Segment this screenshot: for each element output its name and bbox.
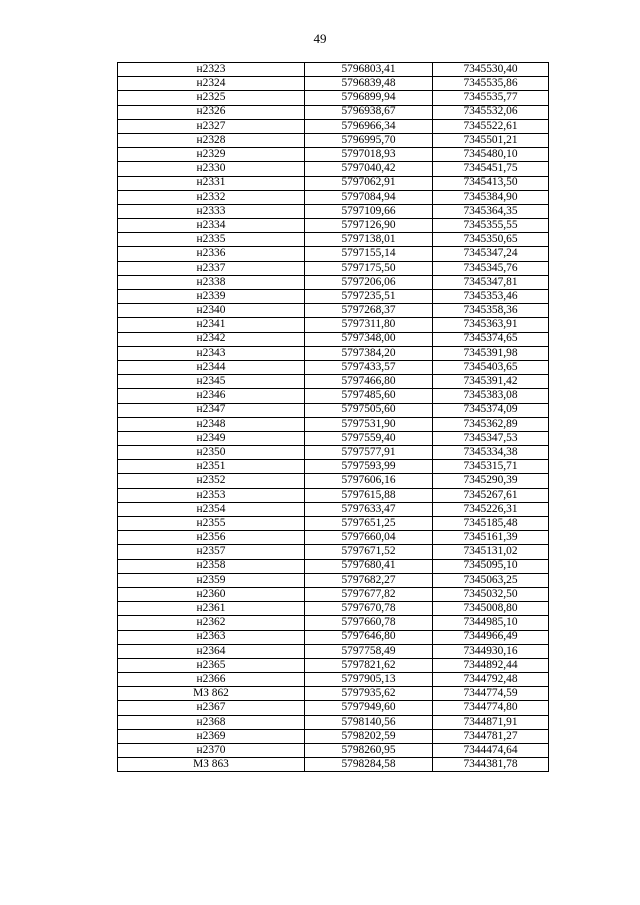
x-coordinate-cell: 5797505,60 — [305, 403, 433, 417]
x-coordinate-cell: 5797633,47 — [305, 502, 433, 516]
point-id-cell: н2327 — [118, 119, 305, 133]
table-row — [118, 687, 549, 701]
point-id-cell: н2342 — [118, 332, 305, 346]
x-coordinate-cell: 5797660,04 — [305, 531, 433, 545]
x-coordinate-cell: 5797670,78 — [305, 602, 433, 616]
x-coordinate-cell: 5798284,58 — [305, 758, 433, 772]
x-coordinate-cell: 5797155,14 — [305, 247, 433, 261]
y-coordinate-cell: 7344792,48 — [433, 673, 549, 687]
x-coordinate-cell: 5796839,48 — [305, 77, 433, 91]
x-coordinate-cell: 5797949,60 — [305, 701, 433, 715]
y-coordinate-cell: 7345226,31 — [433, 502, 549, 516]
y-coordinate-cell: 7345032,50 — [433, 587, 549, 601]
x-coordinate-cell: 5797466,80 — [305, 375, 433, 389]
table-row — [118, 105, 549, 119]
y-coordinate-cell: 7344774,80 — [433, 701, 549, 715]
point-id-cell: н2335 — [118, 233, 305, 247]
point-id-cell: н2329 — [118, 148, 305, 162]
y-coordinate-cell: 7345403,65 — [433, 360, 549, 374]
coordinates-table-body — [118, 63, 549, 772]
table-row — [118, 573, 549, 587]
y-coordinate-cell: 7345480,10 — [433, 148, 549, 162]
point-id-cell: н2347 — [118, 403, 305, 417]
x-coordinate-cell: 5797084,94 — [305, 190, 433, 204]
table-row — [118, 431, 549, 445]
point-id-cell: н2323 — [118, 63, 305, 77]
point-id-cell: н2344 — [118, 360, 305, 374]
y-coordinate-cell: 7344871,91 — [433, 715, 549, 729]
table-row — [118, 517, 549, 531]
table-row — [118, 758, 549, 772]
y-coordinate-cell: 7345008,80 — [433, 602, 549, 616]
point-id-cell: н2331 — [118, 176, 305, 190]
table-row — [118, 133, 549, 147]
y-coordinate-cell: 7345535,86 — [433, 77, 549, 91]
y-coordinate-cell: 7345363,91 — [433, 318, 549, 332]
y-coordinate-cell: 7345347,81 — [433, 275, 549, 289]
table-row — [118, 219, 549, 233]
table-row — [118, 531, 549, 545]
page-number: 49 — [313, 31, 327, 46]
point-id-cell: н2339 — [118, 290, 305, 304]
point-id-cell: н2328 — [118, 133, 305, 147]
point-id-cell: н2365 — [118, 658, 305, 672]
y-coordinate-cell: 7345355,55 — [433, 219, 549, 233]
x-coordinate-cell: 5797758,49 — [305, 644, 433, 658]
point-id-cell: н2368 — [118, 715, 305, 729]
y-coordinate-cell: 7345391,42 — [433, 375, 549, 389]
y-coordinate-cell: 7345364,35 — [433, 204, 549, 218]
table-row — [118, 332, 549, 346]
table-row — [118, 119, 549, 133]
table-row — [118, 673, 549, 687]
point-id-cell: н2353 — [118, 488, 305, 502]
x-coordinate-cell: 5796966,34 — [305, 119, 433, 133]
point-id-cell: н2349 — [118, 431, 305, 445]
y-coordinate-cell: 7344966,49 — [433, 630, 549, 644]
y-coordinate-cell: 7345095,10 — [433, 559, 549, 573]
table-row — [118, 630, 549, 644]
point-id-cell: н2366 — [118, 673, 305, 687]
y-coordinate-cell: 7345501,21 — [433, 133, 549, 147]
point-id-cell: н2340 — [118, 304, 305, 318]
x-coordinate-cell: 5796995,70 — [305, 133, 433, 147]
point-id-cell: н2345 — [118, 375, 305, 389]
y-coordinate-cell: 7345362,89 — [433, 417, 549, 431]
x-coordinate-cell: 5797935,62 — [305, 687, 433, 701]
y-coordinate-cell: 7345451,75 — [433, 162, 549, 176]
point-id-cell: н2337 — [118, 261, 305, 275]
point-id-cell: н2348 — [118, 417, 305, 431]
table-row — [118, 729, 549, 743]
x-coordinate-cell: 5796803,41 — [305, 63, 433, 77]
table-row — [118, 502, 549, 516]
table-row — [118, 460, 549, 474]
table-row — [118, 701, 549, 715]
x-coordinate-cell: 5797348,00 — [305, 332, 433, 346]
y-coordinate-cell: 7345347,53 — [433, 431, 549, 445]
x-coordinate-cell: 5797018,93 — [305, 148, 433, 162]
x-coordinate-cell: 5797671,52 — [305, 545, 433, 559]
y-coordinate-cell: 7345131,02 — [433, 545, 549, 559]
x-coordinate-cell: 5798260,95 — [305, 744, 433, 758]
point-id-cell: н2336 — [118, 247, 305, 261]
x-coordinate-cell: 5797175,50 — [305, 261, 433, 275]
y-coordinate-cell: 7344474,64 — [433, 744, 549, 758]
table-row — [118, 559, 549, 573]
point-id-cell: н2332 — [118, 190, 305, 204]
table-row — [118, 545, 549, 559]
x-coordinate-cell: 5797606,16 — [305, 474, 433, 488]
point-id-cell: н2333 — [118, 204, 305, 218]
table-row — [118, 389, 549, 403]
y-coordinate-cell: 7345374,09 — [433, 403, 549, 417]
table-row — [118, 446, 549, 460]
table-row — [118, 233, 549, 247]
x-coordinate-cell: 5796938,67 — [305, 105, 433, 119]
y-coordinate-cell: 7345315,71 — [433, 460, 549, 474]
point-id-cell: н2369 — [118, 729, 305, 743]
y-coordinate-cell: 7345358,36 — [433, 304, 549, 318]
x-coordinate-cell: 5797040,42 — [305, 162, 433, 176]
table-row — [118, 261, 549, 275]
table-row — [118, 63, 549, 77]
x-coordinate-cell: 5797384,20 — [305, 346, 433, 360]
y-coordinate-cell: 7345413,50 — [433, 176, 549, 190]
y-coordinate-cell: 7345063,25 — [433, 573, 549, 587]
point-id-cell: н2343 — [118, 346, 305, 360]
table-row — [118, 744, 549, 758]
table-row — [118, 644, 549, 658]
table-row — [118, 190, 549, 204]
x-coordinate-cell: 5797682,27 — [305, 573, 433, 587]
x-coordinate-cell: 5797311,80 — [305, 318, 433, 332]
y-coordinate-cell: 7345532,06 — [433, 105, 549, 119]
table-row — [118, 360, 549, 374]
table-row — [118, 403, 549, 417]
table-row — [118, 247, 549, 261]
x-coordinate-cell: 5797821,62 — [305, 658, 433, 672]
table-row — [118, 488, 549, 502]
y-coordinate-cell: 7344774,59 — [433, 687, 549, 701]
point-id-cell: МЗ 863 — [118, 758, 305, 772]
point-id-cell: н2351 — [118, 460, 305, 474]
table-row — [118, 474, 549, 488]
point-id-cell: н2358 — [118, 559, 305, 573]
y-coordinate-cell: 7344930,16 — [433, 644, 549, 658]
x-coordinate-cell: 5797109,66 — [305, 204, 433, 218]
point-id-cell: н2367 — [118, 701, 305, 715]
y-coordinate-cell: 7345353,46 — [433, 290, 549, 304]
table-row — [118, 587, 549, 601]
point-id-cell: н2354 — [118, 502, 305, 516]
coordinates-table — [117, 62, 549, 772]
y-coordinate-cell: 7345391,98 — [433, 346, 549, 360]
x-coordinate-cell: 5797062,91 — [305, 176, 433, 190]
table-row — [118, 162, 549, 176]
y-coordinate-cell: 7345161,39 — [433, 531, 549, 545]
x-coordinate-cell: 5797559,40 — [305, 431, 433, 445]
table-row — [118, 318, 549, 332]
point-id-cell: н2334 — [118, 219, 305, 233]
x-coordinate-cell: 5798202,59 — [305, 729, 433, 743]
point-id-cell: н2326 — [118, 105, 305, 119]
point-id-cell: н2355 — [118, 517, 305, 531]
point-id-cell: н2352 — [118, 474, 305, 488]
point-id-cell: н2356 — [118, 531, 305, 545]
point-id-cell: н2330 — [118, 162, 305, 176]
y-coordinate-cell: 7344781,27 — [433, 729, 549, 743]
x-coordinate-cell: 5797680,41 — [305, 559, 433, 573]
table-row — [118, 91, 549, 105]
x-coordinate-cell: 5797235,51 — [305, 290, 433, 304]
point-id-cell: н2338 — [118, 275, 305, 289]
y-coordinate-cell: 7345290,39 — [433, 474, 549, 488]
x-coordinate-cell: 5797593,99 — [305, 460, 433, 474]
table-row — [118, 417, 549, 431]
y-coordinate-cell: 7345334,38 — [433, 446, 549, 460]
point-id-cell: н2359 — [118, 573, 305, 587]
x-coordinate-cell: 5796899,94 — [305, 91, 433, 105]
y-coordinate-cell: 7345384,90 — [433, 190, 549, 204]
x-coordinate-cell: 5797138,01 — [305, 233, 433, 247]
x-coordinate-cell: 5797126,90 — [305, 219, 433, 233]
table-row — [118, 176, 549, 190]
x-coordinate-cell: 5797531,90 — [305, 417, 433, 431]
table-row — [118, 715, 549, 729]
y-coordinate-cell: 7344892,44 — [433, 658, 549, 672]
x-coordinate-cell: 5797268,37 — [305, 304, 433, 318]
x-coordinate-cell: 5797206,06 — [305, 275, 433, 289]
x-coordinate-cell: 5797433,57 — [305, 360, 433, 374]
x-coordinate-cell: 5797660,78 — [305, 616, 433, 630]
point-id-cell: н2346 — [118, 389, 305, 403]
y-coordinate-cell: 7345185,48 — [433, 517, 549, 531]
point-id-cell: н2363 — [118, 630, 305, 644]
y-coordinate-cell: 7345383,08 — [433, 389, 549, 403]
y-coordinate-cell: 7344381,78 — [433, 758, 549, 772]
table-row — [118, 602, 549, 616]
x-coordinate-cell: 5797615,88 — [305, 488, 433, 502]
x-coordinate-cell: 5797646,80 — [305, 630, 433, 644]
point-id-cell: н2350 — [118, 446, 305, 460]
y-coordinate-cell: 7345530,40 — [433, 63, 549, 77]
point-id-cell: МЗ 862 — [118, 687, 305, 701]
x-coordinate-cell: 5798140,56 — [305, 715, 433, 729]
table-row — [118, 290, 549, 304]
point-id-cell: н2325 — [118, 91, 305, 105]
x-coordinate-cell: 5797485,60 — [305, 389, 433, 403]
table-row — [118, 375, 549, 389]
x-coordinate-cell: 5797651,25 — [305, 517, 433, 531]
table-row — [118, 658, 549, 672]
table-row — [118, 77, 549, 91]
y-coordinate-cell: 7345350,65 — [433, 233, 549, 247]
y-coordinate-cell: 7345374,65 — [433, 332, 549, 346]
y-coordinate-cell: 7345347,24 — [433, 247, 549, 261]
point-id-cell: н2357 — [118, 545, 305, 559]
point-id-cell: н2364 — [118, 644, 305, 658]
table-row — [118, 616, 549, 630]
table-row — [118, 148, 549, 162]
point-id-cell: н2360 — [118, 587, 305, 601]
point-id-cell: н2362 — [118, 616, 305, 630]
table-row — [118, 275, 549, 289]
table-row — [118, 346, 549, 360]
table-row — [118, 304, 549, 318]
y-coordinate-cell: 7345345,76 — [433, 261, 549, 275]
y-coordinate-cell: 7345522,61 — [433, 119, 549, 133]
point-id-cell: н2341 — [118, 318, 305, 332]
y-coordinate-cell: 7345535,77 — [433, 91, 549, 105]
point-id-cell: н2361 — [118, 602, 305, 616]
table-row — [118, 204, 549, 218]
x-coordinate-cell: 5797577,91 — [305, 446, 433, 460]
y-coordinate-cell: 7344985,10 — [433, 616, 549, 630]
x-coordinate-cell: 5797677,82 — [305, 587, 433, 601]
point-id-cell: н2370 — [118, 744, 305, 758]
y-coordinate-cell: 7345267,61 — [433, 488, 549, 502]
x-coordinate-cell: 5797905,13 — [305, 673, 433, 687]
point-id-cell: н2324 — [118, 77, 305, 91]
